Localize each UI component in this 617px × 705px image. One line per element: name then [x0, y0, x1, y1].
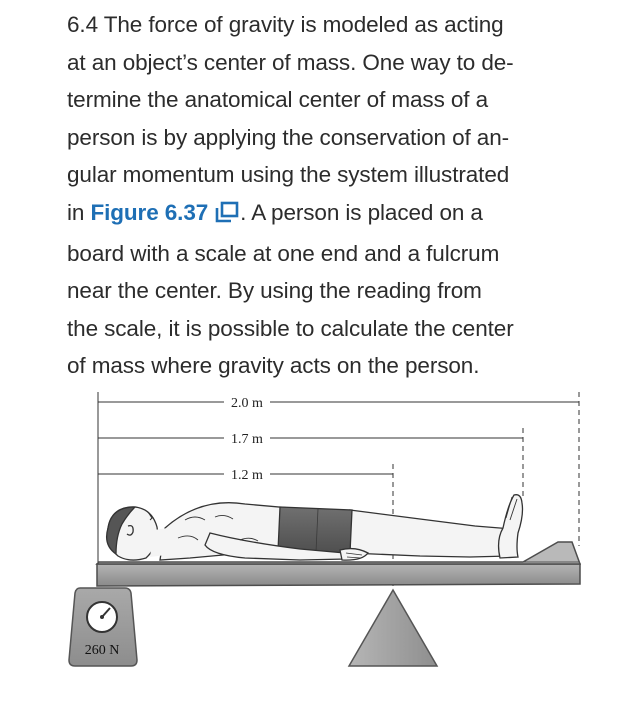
text-line-9: the scale, it is possible to calculate the center — [67, 315, 514, 341]
dimension-lines — [98, 392, 579, 590]
text-line-8: near the center. By using the reading from — [67, 278, 482, 304]
figure-6-37 — [0, 385, 617, 700]
fulcrum — [349, 590, 437, 666]
text-line-5: gular momentum using the system illustrated — [67, 162, 510, 188]
scale-reading: 260 N — [84, 643, 120, 658]
text-line-1: 6.4 The force of gravity is modeled as acting — [67, 12, 504, 37]
text-line-6-suffix: . A person is placed on a — [240, 199, 483, 225]
text-line-6 — [67, 194, 603, 235]
text-line-7: board with a scale at one end and a fulcrum — [67, 240, 500, 266]
figure-link[interactable]: Figure 6.37 — [90, 199, 209, 225]
text-line-4: person is by applying the conservation of an- — [67, 124, 510, 150]
dim-label-1-7m: 1.7 m — [231, 432, 263, 447]
dim-label-2-0m: 2.0 m — [231, 396, 263, 411]
dim-label-1-2m: 1.2 m — [231, 468, 263, 483]
person — [107, 495, 523, 560]
text-line-3: termine the anatomical center of mass of a — [67, 87, 489, 113]
problem-text — [67, 6, 603, 385]
text-line-10: of mass where gravity acts on the person. — [67, 353, 480, 379]
text-line-6-prefix: in — [67, 199, 91, 225]
text-line-2: at an object’s center of mass. One way to de- — [67, 49, 514, 75]
figure-popout-icon[interactable] — [214, 197, 240, 235]
